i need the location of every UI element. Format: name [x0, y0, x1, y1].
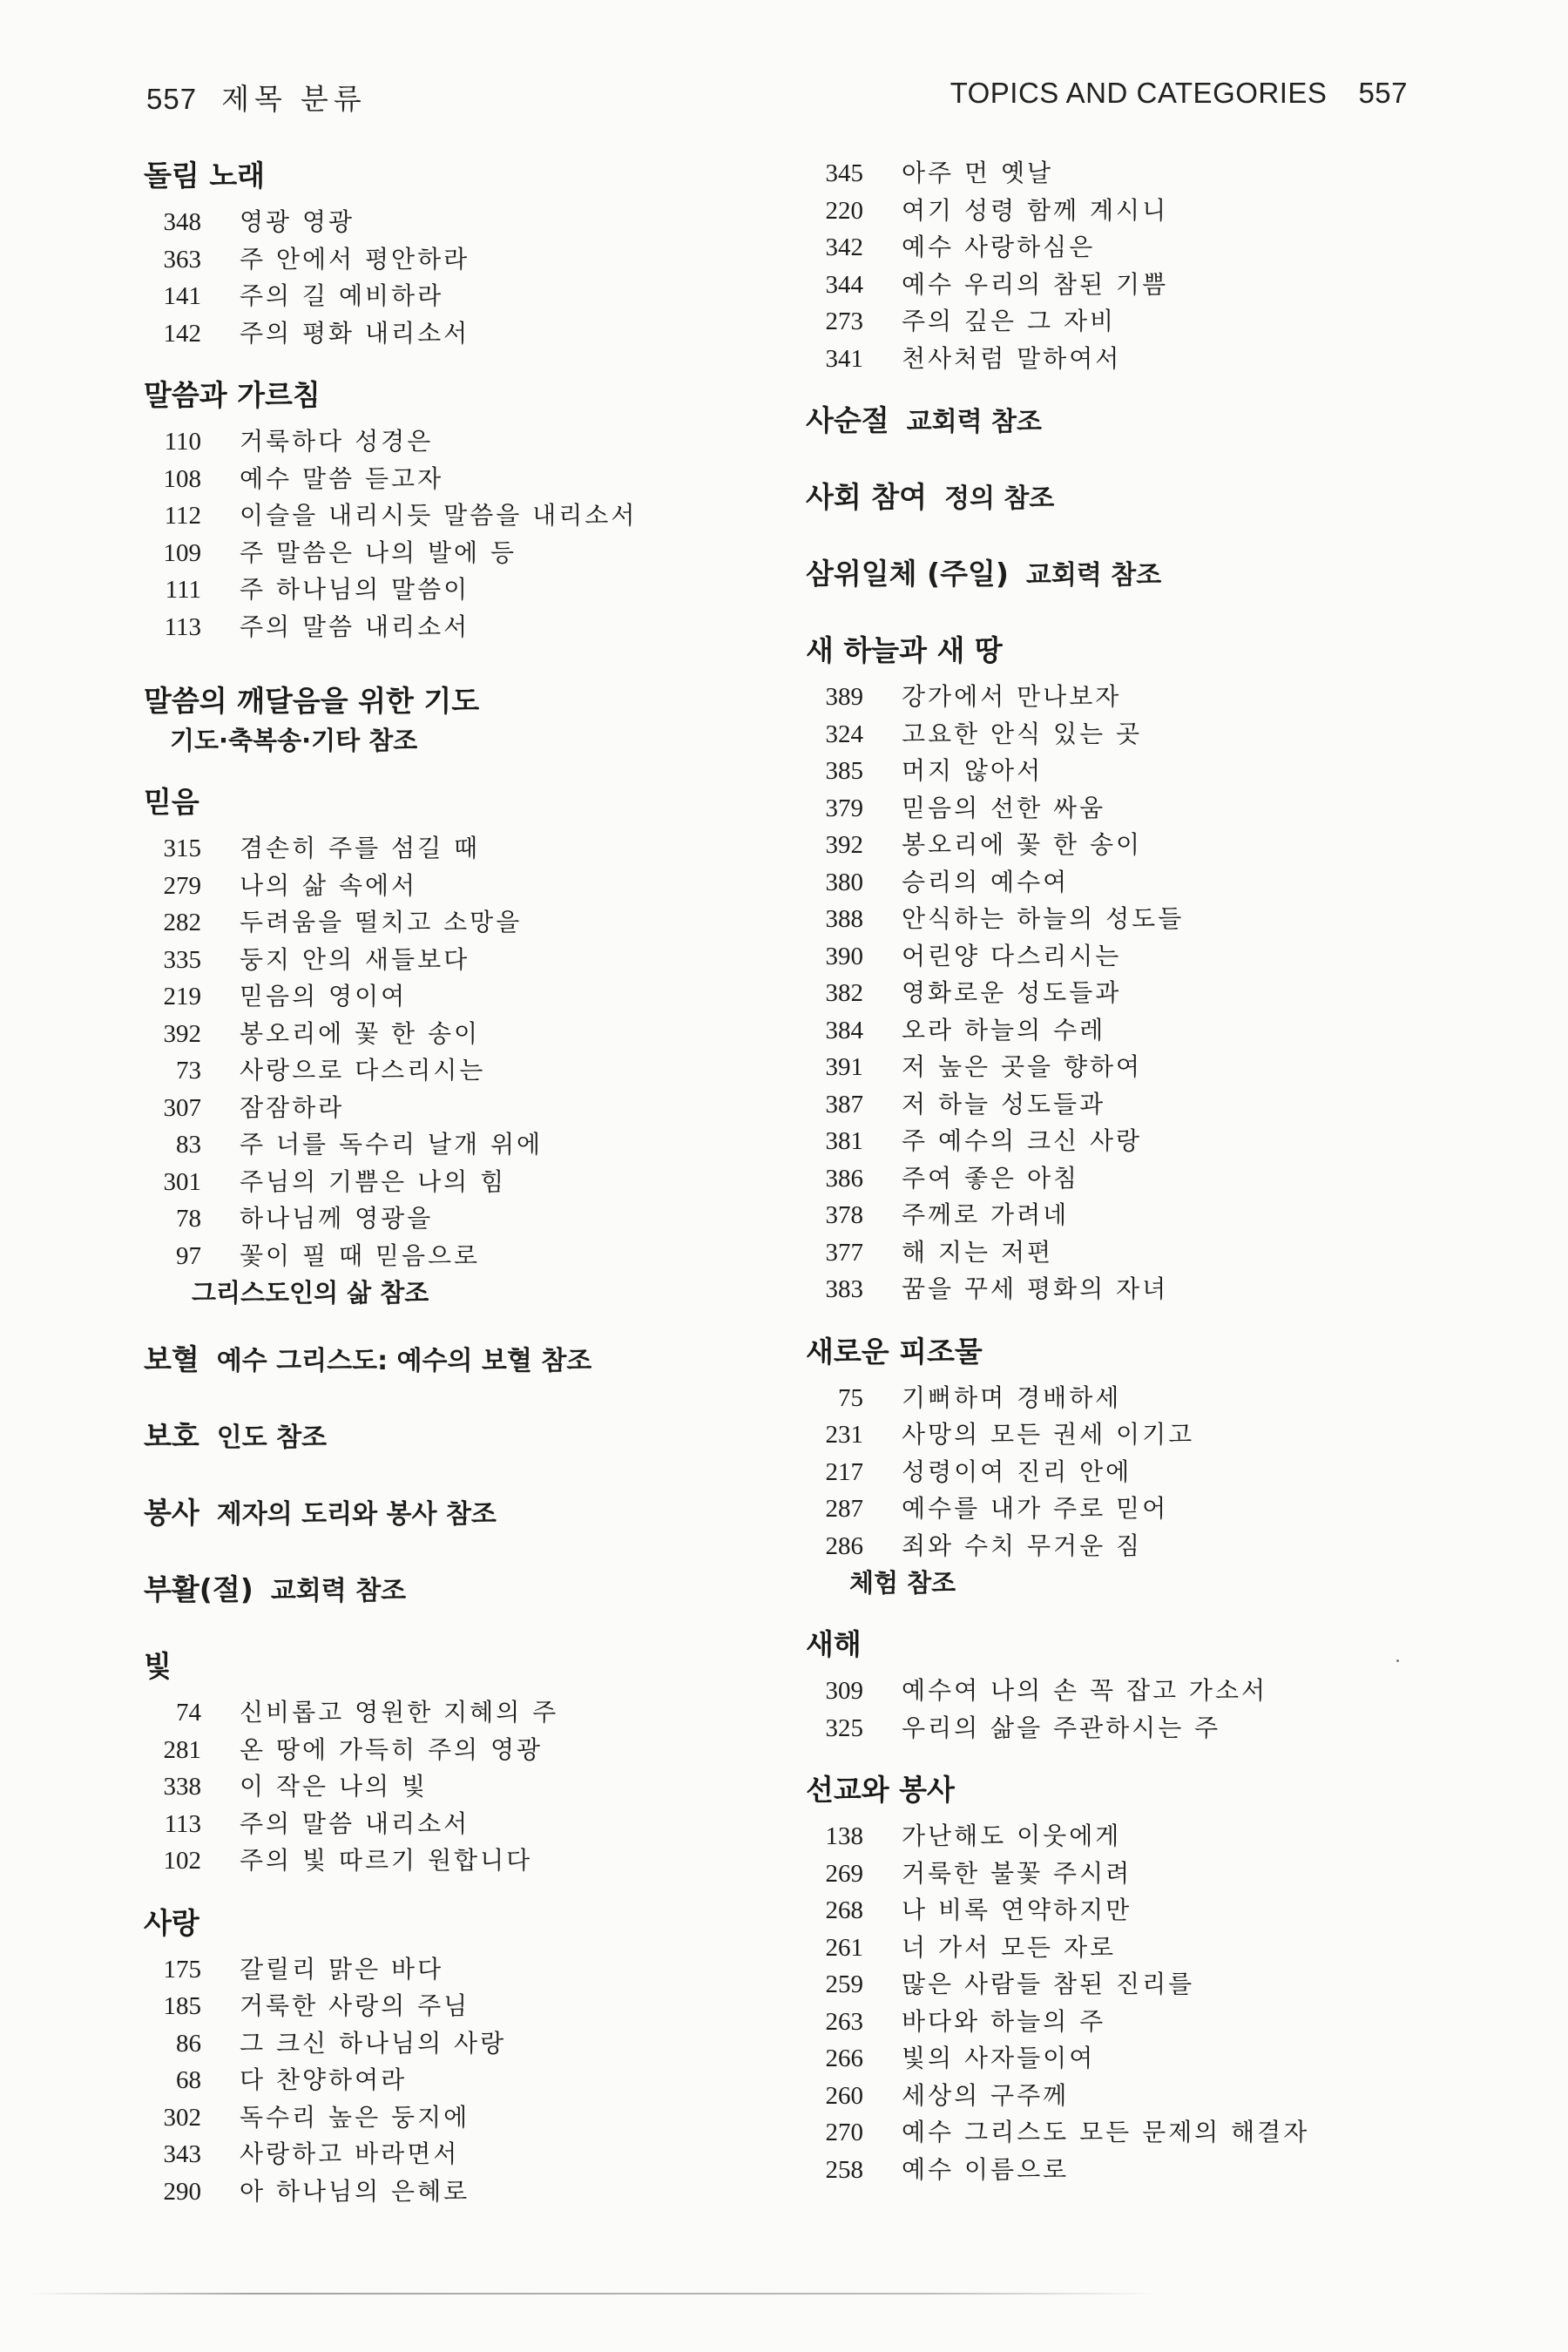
hymn-title: 여기 성령 함께 계시니 [902, 195, 1169, 225]
hymn-title: 주 너를 독수리 날개 위에 [240, 1130, 544, 1159]
list-item [144, 1200, 754, 1238]
hymn-title: 천사처럼 말하여서 [902, 343, 1122, 373]
list-item [144, 2062, 754, 2099]
hymn-number: 185 [163, 1992, 201, 2020]
hymn-number: 219 [163, 983, 201, 1010]
list-item [806, 1818, 1433, 1855]
list-item [806, 1234, 1433, 1272]
hymn-number: 390 [825, 942, 863, 970]
list-item [144, 1016, 754, 1053]
list-item [806, 1490, 1433, 1528]
list-item [144, 1238, 754, 1275]
section-doxology [144, 155, 754, 352]
hymn-title: 봉오리에 꽃 한 송이 [902, 830, 1143, 859]
list-item [144, 204, 754, 241]
hymn-title: 잠잠하라 [240, 1092, 345, 1122]
hymn-title: 어린양 다스리시는 [902, 941, 1122, 970]
hymn-number: 325 [825, 1713, 863, 1742]
list-item [144, 868, 754, 905]
hymn-title: 거룩하다 성경은 [240, 427, 434, 456]
list-item [806, 155, 1433, 193]
list-item [806, 938, 1433, 976]
list-item [144, 535, 754, 572]
list-item [144, 1768, 754, 1806]
hymn-title: 거룩한 불꽃 주시려 [902, 1858, 1132, 1888]
list-item [144, 830, 754, 868]
list-item [806, 1380, 1433, 1417]
list-item [144, 461, 754, 498]
hymn-title: 나의 삶 속에서 [240, 870, 418, 900]
section-love-continued [806, 155, 1433, 377]
hymn-number: 388 [825, 905, 863, 933]
hymn-number: 175 [163, 1955, 201, 1984]
list-item [806, 679, 1433, 716]
hymn-number: 78 [176, 1205, 201, 1233]
list-item [806, 229, 1433, 267]
left-column [144, 155, 754, 2233]
list-item [144, 978, 754, 1016]
section-new-heaven [806, 630, 1433, 1308]
hymn-number: 261 [825, 1933, 863, 1962]
section-heading: 보호 [144, 1419, 199, 1453]
list-item [144, 1951, 754, 1989]
hymn-title: 예수 우리의 참된 기쁨 [902, 269, 1169, 299]
hymn-title: 겸손히 주를 섬길 때 [240, 834, 481, 862]
hymn-number: 110 [164, 428, 201, 456]
hymn-title: 주의 말씀 내리소서 [240, 1808, 470, 1838]
hymn-number: 268 [825, 1896, 863, 1924]
hymn-number: 138 [825, 1822, 863, 1850]
list-item [144, 1694, 754, 1732]
section-service [144, 1492, 754, 1539]
hymn-title: 많은 사람들 참된 진리를 [902, 1970, 1195, 1998]
hymn-number: 97 [176, 1241, 201, 1270]
hymn-number: 258 [825, 2155, 863, 2184]
list-item [806, 2114, 1433, 2152]
hymn-title: 예수 그리스도 모든 문제의 해결자 [902, 2118, 1310, 2146]
list-item [144, 241, 754, 279]
hymn-title: 온 땅에 가득히 주의 영광 [240, 1734, 544, 1764]
section-heading: 사순절 [806, 403, 889, 437]
hymn-title: 다 찬양하여라 [240, 2065, 408, 2094]
hymn-number: 348 [163, 208, 201, 236]
hymn-number: 102 [163, 1847, 201, 1875]
hymn-number: 380 [825, 868, 863, 896]
hymn-title: 주께로 가려네 [902, 1200, 1070, 1229]
hymn-number: 363 [163, 245, 201, 274]
list-item [806, 753, 1433, 790]
hymn-title: 아 하나님의 은혜로 [240, 2176, 470, 2206]
section-protection [144, 1416, 754, 1463]
hymn-title: 너 가서 모든 자로 [902, 1932, 1117, 1962]
hymn-title: 사랑하고 바라면서 [240, 2139, 460, 2168]
list-item [806, 1930, 1433, 1967]
list-item [806, 193, 1433, 230]
list-item [806, 1528, 1433, 1565]
hymn-title: 꿈을 꾸세 평화의 자녀 [902, 1274, 1169, 1303]
hymn-number: 343 [163, 2140, 201, 2168]
hymn-title: 그 크신 하나님의 사랑 [240, 2028, 507, 2058]
list-item [806, 1049, 1433, 1086]
hymn-number: 377 [825, 1238, 863, 1267]
hymn-title: 우리의 삶을 주관하시는 주 [902, 1713, 1221, 1742]
hymn-number: 392 [825, 831, 863, 859]
page-header [146, 77, 1408, 120]
cross-reference: 기도·축복송·기타 참조 [170, 726, 418, 755]
list-item [806, 1271, 1433, 1308]
list-item [144, 1988, 754, 2025]
hymn-title: 주 예수의 크신 사랑 [902, 1126, 1143, 1155]
hymn-title: 빛의 사자들이여 [902, 2044, 1096, 2072]
section-heading: 사회 참여 [806, 480, 928, 514]
hymn-title: 바다와 하늘의 주 [902, 2006, 1106, 2036]
hymn-number: 279 [163, 871, 201, 900]
hymn-number: 386 [825, 1164, 863, 1193]
hymn-number: 269 [825, 1859, 863, 1888]
hymn-title: 주님의 기쁨은 나의 힘 [240, 1166, 507, 1196]
hymn-number: 75 [838, 1383, 863, 1412]
hymn-title: 두려움을 떨치고 소망을 [240, 908, 523, 936]
list-item [144, 609, 754, 646]
list-item [144, 1842, 754, 1880]
hymn-title: 가난해도 이웃에게 [902, 1821, 1122, 1850]
hymn-title: 주의 평화 내리소서 [240, 318, 470, 348]
hymn-number: 341 [825, 344, 863, 373]
list-item [806, 1197, 1433, 1234]
section-new-creation [806, 1331, 1433, 1602]
hymn-number: 315 [163, 835, 201, 862]
header-left [146, 77, 391, 118]
hymn-title: 예수 사랑하심은 [902, 233, 1096, 261]
hymn-number: 383 [825, 1275, 863, 1303]
hymn-number: 282 [163, 909, 201, 936]
list-item [806, 1892, 1433, 1930]
hymn-number: 384 [825, 1016, 863, 1044]
page-number-left: 557 [146, 83, 198, 115]
section-blood [144, 1339, 754, 1386]
section-heading: 말씀의 깨달음을 위한 기도 [144, 684, 480, 718]
section-heading: 선교와 봉사 [806, 1773, 955, 1807]
hymn-title: 세상의 구주께 [902, 2080, 1070, 2110]
hymn-number: 260 [825, 2081, 863, 2110]
list-item [144, 904, 754, 942]
list-item [806, 1123, 1433, 1160]
hymn-number: 391 [825, 1053, 863, 1081]
list-item [806, 2078, 1433, 2115]
hymn-number: 113 [164, 612, 201, 641]
hymn-number: 387 [825, 1090, 863, 1119]
section-word-teaching [144, 375, 754, 645]
list-item [806, 1086, 1433, 1124]
hymn-title: 꽃이 필 때 믿음으로 [240, 1240, 481, 1270]
hymn-number: 74 [176, 1699, 201, 1727]
section-faith [144, 781, 754, 1311]
list-item [144, 2173, 754, 2211]
hymn-title: 예수여 나의 손 꼭 잡고 가소서 [902, 1676, 1268, 1705]
hymn-number: 141 [163, 282, 201, 310]
hymn-title: 주의 깊은 그 자비 [902, 307, 1117, 335]
header-english-title: TOPICS AND CATEGORIES [950, 77, 1328, 109]
hymn-title: 주 안에서 평안하라 [240, 244, 470, 274]
hymn-title: 저 높은 곳을 향하여 [902, 1052, 1143, 1081]
hymn-number: 270 [825, 2119, 863, 2146]
hymn-number: 109 [163, 538, 201, 567]
hymn-number: 273 [825, 308, 863, 335]
list-item [806, 1012, 1433, 1050]
hymn-number: 263 [825, 2007, 863, 2036]
hymn-title: 하나님께 영광을 [240, 1204, 434, 1233]
hymn-number: 392 [163, 1019, 201, 1048]
hymn-number: 307 [163, 1093, 201, 1122]
hymn-title: 머지 않아서 [902, 756, 1044, 785]
cross-reference: 교회력 참조 [270, 1576, 407, 1606]
section-heading: 돌림 노래 [144, 159, 266, 193]
hymn-title: 아주 먼 옛날 [902, 159, 1054, 187]
section-heading: 믿음 [144, 785, 199, 819]
section-heading: 봉사 [144, 1496, 199, 1530]
hymn-title: 강가에서 만나보자 [902, 682, 1122, 711]
section-easter [144, 1569, 754, 1616]
hymn-title: 믿음의 영이여 [240, 982, 408, 1010]
list-item [144, 497, 754, 535]
list-item [144, 1126, 754, 1164]
hymn-number: 142 [163, 319, 201, 348]
list-item [806, 901, 1433, 938]
list-item [806, 1454, 1433, 1491]
section-trinity [806, 553, 1433, 600]
hymn-number: 266 [825, 2044, 863, 2072]
hymn-number: 108 [163, 464, 201, 493]
cross-reference: 교회력 참조 [906, 407, 1042, 437]
hymn-title: 오라 하늘의 수레 [902, 1015, 1106, 1044]
list-item [144, 2136, 754, 2173]
hymn-number: 381 [825, 1127, 863, 1155]
hymn-title: 주 하나님의 말씀이 [240, 575, 470, 604]
hymn-title: 예수 이름으로 [902, 2154, 1070, 2184]
hymn-number: 111 [165, 576, 201, 604]
hymn-number: 338 [163, 1773, 201, 1801]
hymn-number: 335 [163, 945, 201, 974]
cross-reference: 예수 그리스도: 예수의 보혈 참조 [216, 1346, 592, 1376]
list-item [144, 423, 754, 461]
hymn-title: 승리의 예수여 [902, 867, 1070, 896]
cross-reference: 교회력 참조 [1025, 560, 1162, 591]
hymn-number: 382 [825, 979, 863, 1007]
list-item [806, 2040, 1433, 2078]
hymn-number: 68 [176, 2066, 201, 2094]
section-light [144, 1646, 754, 1880]
list-item [806, 975, 1433, 1012]
hymn-title: 주의 말씀 내리소서 [240, 612, 470, 641]
hymn-title: 죄와 수치 무거운 짐 [902, 1531, 1143, 1560]
list-item [806, 716, 1433, 754]
hymn-number: 86 [176, 2029, 201, 2058]
hymn-title: 예수 말씀 듣고자 [240, 463, 444, 493]
hymn-number: 112 [164, 502, 201, 530]
list-item [806, 303, 1433, 341]
hymn-number: 220 [825, 196, 863, 225]
hymn-number: 83 [176, 1131, 201, 1159]
hymn-title: 저 하늘 성도들과 [902, 1089, 1106, 1119]
hymn-number: 344 [825, 270, 863, 299]
hymn-title: 고요한 안식 있는 곳 [902, 719, 1143, 748]
hymn-title: 거룩한 사랑의 주님 [240, 1991, 470, 2020]
scan-artifact-line [26, 2293, 1159, 2295]
cross-reference: 정의 참조 [944, 483, 1055, 514]
scan-speck [1396, 1659, 1399, 1662]
cross-reference: 그리스도인의 삶 참조 [192, 1278, 429, 1308]
hymn-title: 독수리 높은 둥지에 [240, 2102, 470, 2132]
section-heading: 빛 [144, 1649, 172, 1683]
hymn-number: 385 [825, 757, 863, 785]
list-item [144, 571, 754, 609]
list-item [144, 315, 754, 353]
page-number-right: 557 [1358, 77, 1408, 109]
section-lent [806, 400, 1433, 447]
section-new-year [806, 1624, 1433, 1747]
cross-reference: 인도 참조 [216, 1423, 328, 1453]
list-item [806, 790, 1433, 828]
hymn-title: 영화로운 성도들과 [902, 978, 1122, 1007]
hymn-title: 주의 길 예비하라 [240, 281, 444, 310]
section-mission [806, 1769, 1433, 2188]
list-item [806, 827, 1433, 864]
hymn-title: 이슬을 내리시듯 말씀을 내리소서 [240, 501, 638, 530]
list-item [144, 278, 754, 315]
list-item [144, 2099, 754, 2137]
hymn-title: 이 작은 나의 빛 [240, 1772, 428, 1801]
section-heading: 새 하늘과 새 땅 [806, 633, 1003, 667]
hymn-number: 217 [825, 1457, 863, 1486]
hymn-title: 안식하는 하늘의 성도들 [902, 904, 1185, 933]
list-item [144, 1732, 754, 1769]
list-item [806, 1855, 1433, 1893]
cross-reference: 제자의 도리와 봉사 참조 [216, 1499, 497, 1530]
list-item [144, 942, 754, 979]
section-heading: 사랑 [144, 1905, 199, 1940]
list-item [806, 1416, 1433, 1454]
hymn-number: 259 [825, 1970, 863, 1998]
hymn-number: 287 [825, 1495, 863, 1523]
list-item [144, 1090, 754, 1127]
header-right [950, 77, 1408, 110]
section-heading: 말씀과 가르침 [144, 378, 321, 412]
section-heading: 새해 [806, 1627, 862, 1661]
hymn-number: 113 [164, 1809, 201, 1838]
list-item [806, 341, 1433, 378]
hymn-title: 사망의 모든 권세 이기고 [902, 1420, 1195, 1449]
hymn-title: 주여 좋은 아침 [902, 1163, 1080, 1193]
list-item [806, 2152, 1433, 2189]
list-item [806, 1966, 1433, 2004]
list-item [806, 2004, 1433, 2041]
hymn-number: 389 [825, 683, 863, 711]
hymn-title: 성령이여 진리 안에 [902, 1456, 1132, 1486]
cross-reference: 체험 참조 [849, 1568, 956, 1598]
hymn-title: 믿음의 선한 싸움 [902, 793, 1106, 822]
hymn-title: 주의 빛 따르기 원합니다 [240, 1846, 533, 1875]
hymn-title: 사랑으로 다스리시는 [240, 1056, 486, 1085]
hymn-number: 379 [825, 794, 863, 822]
list-item [806, 864, 1433, 902]
hymn-title: 나 비록 연약하지만 [902, 1896, 1132, 1924]
hymn-title: 주 말씀은 나의 발에 등 [240, 537, 517, 567]
hymn-title: 둥지 안의 새들보다 [240, 944, 470, 974]
header-korean-title: 제목 분류 [221, 83, 367, 115]
list-item [806, 1160, 1433, 1198]
hymn-number: 290 [163, 2177, 201, 2206]
hymn-number: 73 [176, 1057, 201, 1085]
list-item [806, 1673, 1433, 1710]
section-heading: 새로운 피조물 [806, 1334, 983, 1369]
hymn-title: 신비롭고 영원한 지혜의 주 [240, 1698, 559, 1727]
hymn-title: 갈릴리 맑은 바다 [240, 1954, 444, 1984]
list-item [144, 1164, 754, 1201]
section-social [806, 476, 1433, 524]
hymn-number: 286 [825, 1531, 863, 1560]
hymn-title: 기뻐하며 경배하세 [902, 1382, 1122, 1412]
hymn-title: 해 지는 저편 [902, 1237, 1054, 1267]
section-prayer-understanding [144, 680, 754, 759]
hymn-number: 309 [825, 1677, 863, 1705]
hymn-number: 378 [825, 1201, 863, 1229]
hymn-number: 324 [825, 720, 863, 748]
hymn-number: 281 [163, 1735, 201, 1764]
section-heading: 삼위일체 (주일) [806, 557, 1009, 591]
section-love [144, 1903, 754, 2211]
hymn-title: 영광 영광 [240, 207, 355, 236]
list-item [144, 1806, 754, 1843]
hymn-number: 301 [163, 1167, 201, 1196]
hymn-number: 231 [825, 1421, 863, 1449]
section-heading: 부활(절) [144, 1572, 253, 1606]
hymn-number: 345 [825, 159, 863, 187]
hymn-title: 봉오리에 꽃 한 송이 [240, 1018, 481, 1048]
hymn-number: 302 [163, 2103, 201, 2132]
list-item [144, 2025, 754, 2063]
list-item [144, 1052, 754, 1090]
hymn-title: 예수를 내가 주로 믿어 [902, 1494, 1169, 1523]
list-item [806, 1710, 1433, 1747]
hymn-number: 342 [825, 233, 863, 261]
list-item [806, 267, 1433, 304]
right-column [806, 155, 1433, 2211]
section-heading: 보혈 [144, 1342, 199, 1376]
